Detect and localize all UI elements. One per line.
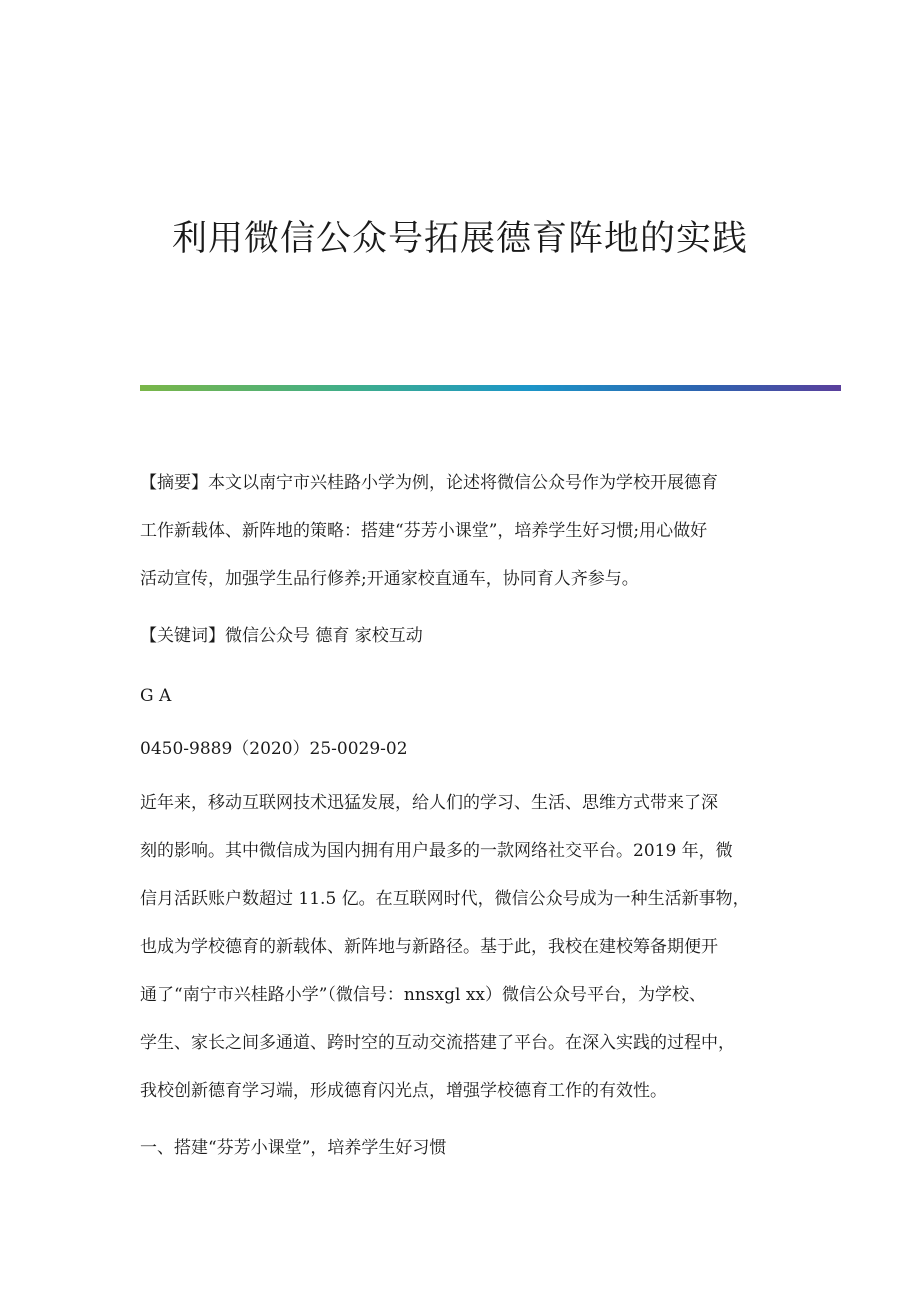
abstract-line: 活动宣传，加强学生品行修养;开通家校直通车，协同育人齐参与。 bbox=[140, 569, 639, 589]
section-heading: 一、搭建“芬芳小课堂”，培养学生好习惯 bbox=[140, 1138, 447, 1158]
document-title: 利用微信公众号拓展德育阵地的实践 bbox=[171, 219, 748, 259]
abstract-line: 【摘要】本文以南宁市兴桂路小学为例，论述将微信公众号作为学校开展德育 bbox=[140, 473, 718, 493]
intro-line: 通了“南宁市兴桂路小学”（微信号：nnsxgl xx）微信公众号平台，为学校、 bbox=[140, 985, 706, 1005]
classification-code: G A bbox=[140, 686, 172, 706]
intro-paragraph bbox=[140, 779, 810, 1115]
intro-line: 信月活跃账户数超过 11.5 亿。在互联网时代，微信公众号成为一种生活新事物， bbox=[140, 889, 750, 909]
intro-line: 学生、家长之间多通道、跨时空的互动交流搭建了平台。在深入实践的过程中， bbox=[140, 1033, 735, 1053]
title-divider bbox=[140, 385, 841, 391]
intro-line: 我校创新德育学习端，形成德育闪光点，增强学校德育工作的有效性。 bbox=[140, 1081, 667, 1101]
intro-line: 刻的影响。其中微信成为国内拥有用户最多的一款网络社交平台。2019 年，微 bbox=[140, 841, 733, 861]
intro-line: 近年来，移动互联网技术迅猛发展，给人们的学习、生活、思维方式带来了深 bbox=[140, 793, 718, 813]
intro-line: 也成为学校德育的新载体、新阵地与新路径。基于此，我校在建校筹备期便开 bbox=[140, 937, 718, 957]
abstract bbox=[140, 459, 810, 603]
abstract-line: 工作新载体、新阵地的策略：搭建“芬芳小课堂”，培养学生好习惯;用心做好 bbox=[140, 521, 708, 541]
keywords: 【关键词】微信公众号 德育 家校互动 bbox=[140, 626, 423, 646]
issn-code: 0450-9889（2020）25-0029-02 bbox=[140, 739, 408, 759]
